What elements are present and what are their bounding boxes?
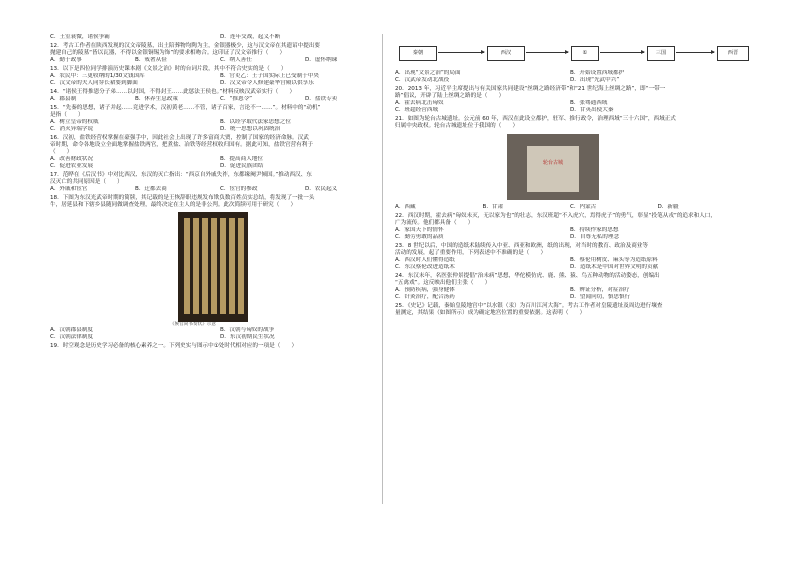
answer-option: A．树立皇帝的权威 bbox=[50, 118, 99, 125]
answer-option: B．持续作家的思想 bbox=[570, 226, 619, 233]
answer-option: B．开始设置西域都护 bbox=[570, 70, 625, 76]
answer-option: D．新疆 bbox=[657, 203, 679, 210]
answer-option: A．西汉时人们懂得造纸 bbox=[395, 256, 455, 263]
timeline-arrow bbox=[438, 52, 484, 53]
answer-option: A．勤于政事 bbox=[50, 56, 82, 63]
left-column bbox=[50, 34, 390, 350]
answer-option: C．汉武帝发动北战役 bbox=[395, 76, 450, 83]
bamboo-slips-image bbox=[178, 212, 248, 322]
option-row bbox=[50, 126, 390, 133]
answer-option: D．连年交战，起义不断 bbox=[220, 34, 281, 40]
answer-option: A．霍去病北击匈奴 bbox=[395, 99, 444, 106]
option-row bbox=[50, 163, 390, 170]
answer-option: B．戒奢从俭 bbox=[135, 56, 167, 63]
timeline-node: 三国 bbox=[647, 46, 675, 61]
bamboo-strip bbox=[229, 218, 235, 314]
option-row bbox=[50, 57, 390, 64]
answer-option: D．造纸术是中国对世界文明的贡献 bbox=[570, 263, 659, 270]
answer-option: B．官吏乙：王子国实际上已受制于中央 bbox=[220, 72, 319, 79]
question-stem: 20．2013 年，习近平主席提出与有关国家共同建设“丝绸之路经济带”和“21 世纪海上丝绸之路”，即“一带一 路”倡议，开辟了陆上丝绸之路的是（ ） bbox=[395, 85, 666, 99]
answer-option: A．外戚和宦官 bbox=[50, 185, 88, 192]
stone-tablet bbox=[527, 146, 579, 192]
option-row bbox=[50, 96, 390, 103]
option-row bbox=[50, 34, 390, 41]
option-row bbox=[395, 257, 745, 264]
bamboo-strip bbox=[238, 218, 244, 314]
bamboo-strip bbox=[193, 218, 199, 314]
image-caption: 《候官简书奏状》示意 bbox=[170, 321, 216, 327]
option-row bbox=[395, 264, 745, 271]
question-stem: 14．“诸侯王得推恩分子弟……以封国，不得封王……此惩法王侯也。”材料反映汉武帝实行（ ） bbox=[50, 88, 296, 95]
answer-option: A．出现“文景之治”的局面 bbox=[395, 70, 461, 76]
timeline-node: 西晋 bbox=[717, 46, 749, 61]
option-row bbox=[50, 80, 390, 87]
answer-option: C．东汉蔡伦改进造纸术 bbox=[395, 263, 455, 270]
answer-option: B．以经学取代法家思想之位 bbox=[220, 118, 291, 125]
answer-option: C．汉朝法律制度 bbox=[50, 334, 94, 341]
question-stem: 18．下图为东汉光武帝时期的简牍，其记载的是王恢辞职违规发布欺负数百姓员实总结，将发现了一批一头 牛，居延县和下辖乡县随同做调查处理，最终决定在主人的是非公判。此次简牍可用于研究（ ） bbox=[50, 194, 315, 208]
option-row bbox=[395, 287, 745, 294]
question-stem: 25．《史记》记载，秦始皇陵地宫中“以水银（汞）为百川江河大海”。考古工作者对皇陵遗址及周边进行壤查 量测定，其结果（如图所示）成为确定地宫位置的重要依据。这表明（ ） bbox=[395, 302, 663, 316]
option-row bbox=[395, 294, 745, 301]
option-row bbox=[395, 100, 745, 107]
answer-option: A．预防疾病，强身健体 bbox=[395, 286, 455, 293]
bamboo-strip bbox=[211, 218, 217, 314]
answer-option: D．虚怀纳谏 bbox=[305, 56, 338, 63]
column-divider bbox=[382, 34, 383, 504]
timeline-arrow bbox=[600, 52, 644, 53]
answer-option: D．农民起义 bbox=[305, 185, 338, 192]
timeline-node: 秦朝 bbox=[399, 46, 437, 61]
timeline-arrow bbox=[676, 52, 714, 53]
option-row bbox=[50, 334, 390, 341]
question-stem: 13．以下是四位同学排演历史课本剧《文景之治》时的台词片段，其中不符合史实的是（ ） bbox=[50, 65, 287, 72]
option-row bbox=[50, 156, 390, 163]
option-row bbox=[395, 107, 745, 114]
question-stem: 17．范晔在《后汉书》中对比西汉、东汉的灭亡指出：“西京自外戚失祚，东都缘阉尹倾国。”推动西汉、东 汉灭亡的共同原因是（ ） bbox=[50, 171, 312, 185]
answer-option: A．改善财政状况 bbox=[50, 155, 93, 162]
answer-option: C．勤劳勇敢的品质 bbox=[395, 233, 444, 240]
answer-option: D．促进民族团结 bbox=[220, 162, 264, 169]
answer-option: D．统一思想以巩固统治 bbox=[220, 125, 281, 132]
question-stem: 22．西汉时期，霍去病“匈奴未灭，无以家为也”的壮志，东汉班超“不入虎穴，焉得虎子”的勇气，彰显“投笔从戎”的追求和人口， 广为流传。他们都具备（ ） bbox=[395, 212, 716, 226]
answer-option: B．休养生息政策 bbox=[135, 95, 178, 102]
answer-option: C．王室衰微，诸侯争霸 bbox=[50, 34, 110, 40]
answer-option: C．汉文帝的夫人同穿长裙要到脚面 bbox=[50, 79, 138, 86]
answer-option: A．郡县制 bbox=[50, 95, 77, 102]
question-stem: 23．8 世纪以后，中国的造纸术陆续传入中亚、西亚和欧洲，纸的出现，对当时的教育、政治及商业等 活动的发展，起了重要作用，下列表述中不准确的是（ ） bbox=[395, 242, 648, 256]
answer-option: C．纳人善任 bbox=[220, 56, 252, 63]
answer-option: B．甘肃 bbox=[482, 203, 504, 210]
option-row bbox=[50, 186, 390, 193]
answer-option: D．望闻问切，慎思慎行 bbox=[570, 293, 631, 300]
question-stem: 19．时空观念是历史学习必备的核心素养之一。下列史实与图示中①处时代相对应的一项是（ ） bbox=[50, 343, 298, 350]
question-stem: 24．东汉末年，名医张仲景提倡“治未病”思想，华佗模仿虎、鹿、熊、猿、鸟五种动物的活动姿态，创编出 “五禽戏”。这反映出他们主张（ ） bbox=[395, 272, 660, 286]
answer-option: C．班超经营西域 bbox=[395, 106, 439, 113]
answer-option: C．宦官的参政 bbox=[220, 185, 258, 192]
question-stem: 16．汉初，盐铁经营权掌握在豪强手中，因此社会上出现了许多富商大贾，控制了国家的经济命脉。汉武 帝时期，命令各地设立全面地掌握盐铁两官，把煮盐、冶铁等经营权收归国有。据此可知，盐铁官营有利于 （ ） bbox=[50, 134, 313, 155]
question-stem: 12．考古工作者在陕西发现的汉文帝陵墓，出土陪葬物均陶为主，金银器极少，这与汉文帝在其遗诏中提出要 抛建自己的陵墓“皆以瓦器，不得以金银铜锡为饰”的要求相吻合。这印证了汉文帝推行（ ） bbox=[50, 42, 321, 56]
answer-option: B．汉朝与匈奴的战争 bbox=[220, 327, 275, 334]
option-row bbox=[395, 227, 745, 234]
answer-option: B．提高商人地位 bbox=[220, 155, 263, 162]
bamboo-strip bbox=[184, 218, 190, 314]
right-column bbox=[395, 34, 745, 317]
answer-option: A．西藏 bbox=[395, 203, 416, 210]
answer-option: B．迁都去商 bbox=[135, 185, 167, 192]
answer-option: D．出现“光武中兴” bbox=[570, 76, 620, 83]
answer-option: D．东汉初期民生状况 bbox=[220, 334, 275, 341]
answer-option: D．自尊无私的理念 bbox=[570, 233, 620, 240]
option-row bbox=[50, 119, 390, 126]
timeline-node: 西汉 bbox=[487, 46, 525, 61]
answer-option: C．促进农业发展 bbox=[50, 162, 94, 169]
option-row bbox=[395, 70, 745, 77]
answer-option: A．汉朝郡县制度 bbox=[50, 327, 93, 334]
option-row bbox=[395, 204, 745, 211]
answer-option: D．盐铁专卖 bbox=[305, 95, 338, 102]
answer-option: C．“推恩令” bbox=[220, 95, 253, 102]
timeline-diagram bbox=[395, 36, 745, 70]
option-row bbox=[395, 234, 745, 241]
answer-option: A．农民甲：三更收纳的1/30文钱国库 bbox=[50, 72, 145, 79]
question-stem: 21．如图为轮台古城遗址。公元前 60 年，西汉在此设立都护，驻军、推行政令，治理西域“三十六国”，西域正式 归属中央政权。轮台古城遗址位于我国的（ ） bbox=[395, 115, 676, 129]
answer-option: C．消灭异端学说 bbox=[50, 125, 94, 132]
bamboo-strip bbox=[220, 218, 226, 314]
option-row bbox=[395, 77, 745, 84]
answer-option: D．汉文帝令人修建豪华宫殿以供享乐 bbox=[220, 79, 314, 86]
answer-option: D．甘英出使大秦 bbox=[570, 106, 614, 113]
option-row bbox=[50, 327, 390, 334]
question-stem: 15．“先秦的思想，诸子并起……竞进学术，汉初黄老……不管，诸子百家，言论不一……”。材料中的“动机” 是指（ ） bbox=[50, 104, 321, 118]
timeline-node: ① bbox=[571, 46, 599, 61]
answer-option: B．张骞通西域 bbox=[570, 99, 608, 106]
answer-option: B．蔡伦用树皮、麻头等为造纸原料 bbox=[570, 256, 658, 263]
answer-option: A．家国天下的情怀 bbox=[395, 226, 444, 233]
answer-option: C．内蒙古 bbox=[570, 203, 597, 210]
timeline-arrow bbox=[526, 52, 568, 53]
bamboo-strip bbox=[202, 218, 208, 314]
answer-option: B．辨证分析，对症治疗 bbox=[570, 286, 630, 293]
answer-option: C．针灸治疗，配合汤药 bbox=[395, 293, 455, 300]
stone-inscription: 轮台古城 bbox=[542, 159, 563, 166]
option-row bbox=[50, 73, 390, 80]
luntai-ruins-photo bbox=[507, 134, 599, 200]
